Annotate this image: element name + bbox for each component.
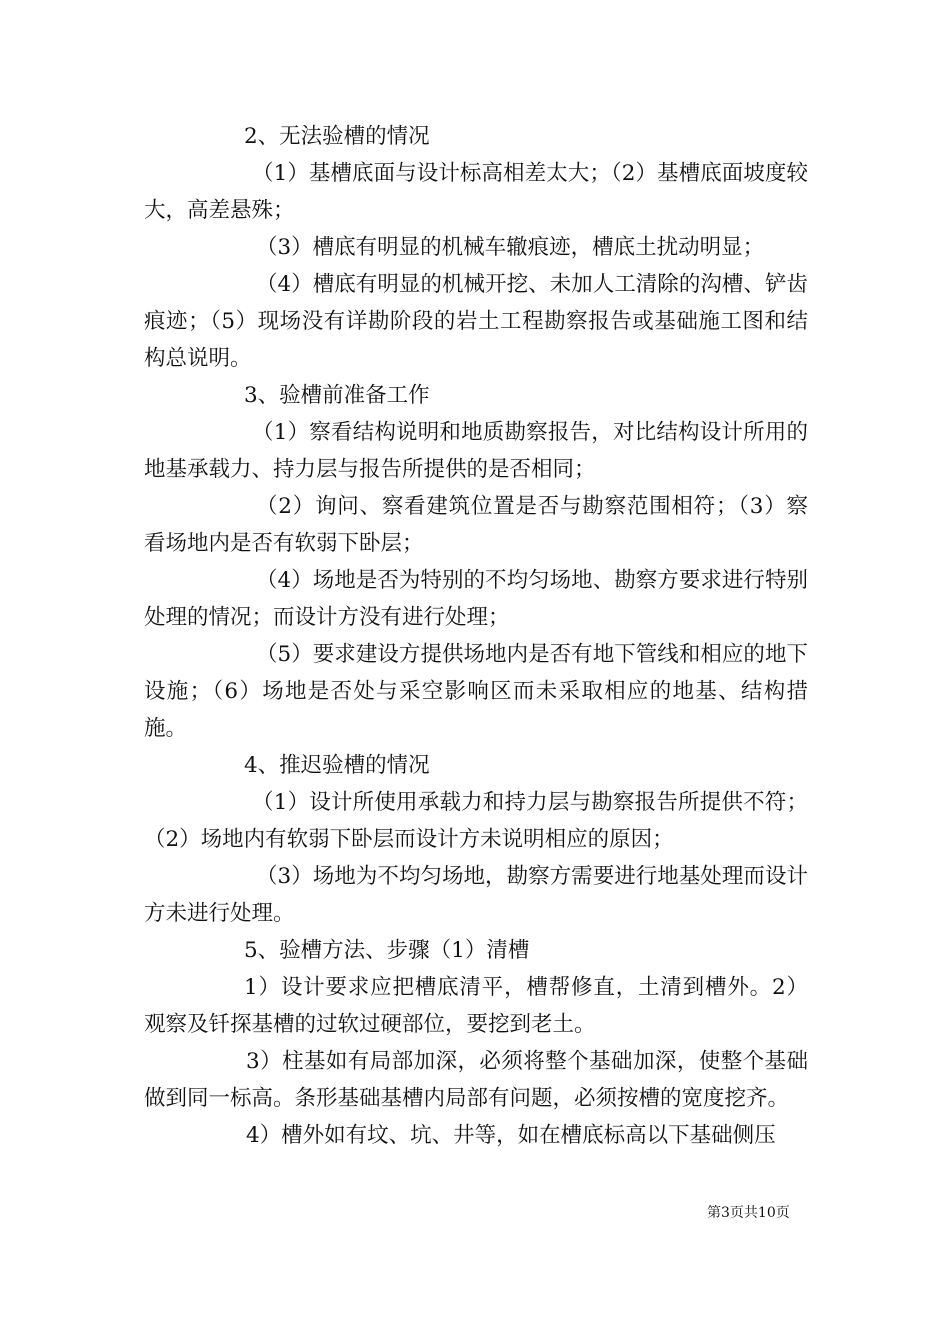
paragraph: 1）设计要求应把槽底清平，槽帮修直，土清到槽外。2）观察及钎探基槽的过软过硬部位，要挖到老土。 [144, 975, 808, 1037]
paragraph: 4）槽外如有坟、坑、井等，如在槽底标高以下基础侧压 [246, 1123, 776, 1148]
paragraph: （2）询问、察看建筑位置是否与勘察范围相符；（3）察看场地内是否有软弱下卧层； [144, 494, 808, 556]
paragraph: （1）察看结构说明和地质勘察报告，对比结构设计所用的地基承载力、持力层与报告所提供的是否相同； [144, 420, 808, 482]
paragraph: （1）基槽底面与设计标高相差太大；（2）基槽底面坡度较大，高差悬殊； [144, 161, 808, 223]
paragraph: 3）柱基如有局部加深，必须将整个基础加深，使整个基础做到同一标高。条形基础基槽内局部有问题，必须按槽的宽度挖齐。 [144, 1049, 808, 1111]
page-number-footer: 第3页共10页 [707, 1205, 790, 1221]
paragraph: 5、验槽方法、步骤（1）清槽 [244, 938, 530, 963]
paragraph: 3、验槽前准备工作 [244, 383, 430, 408]
paragraph: 4、推迟验槽的情况 [244, 753, 430, 778]
paragraph: （3）场地为不均匀场地，勘察方需要进行地基处理而设计方未进行处理。 [144, 864, 808, 926]
paragraph: （4）场地是否为特别的不均匀场地、勘察方要求进行特别处理的情况；而设计方没有进行处理； [144, 568, 808, 630]
paragraph: 2、无法验槽的情况 [244, 124, 430, 149]
paragraph: （4）槽底有明显的机械开挖、未加人工清除的沟槽、铲齿痕迹；（5）现场没有详勘阶段的岩土工程勘察报告或基础施工图和结构总说明。 [144, 272, 808, 371]
paragraph: （1）设计所使用承载力和持力层与勘察报告所提供不符；（2）场地内有软弱下卧层而设计方未说明相应的原因； [144, 790, 808, 852]
paragraph: （3）槽底有明显的机械车辙痕迹，槽底土扰动明显； [256, 235, 765, 260]
paragraph: （5）要求建设方提供场地内是否有地下管线和相应的地下设施；（6）场地是否处与采空影响区而未采取相应的地基、结构措施。 [144, 642, 808, 741]
document-body [144, 118, 808, 1154]
